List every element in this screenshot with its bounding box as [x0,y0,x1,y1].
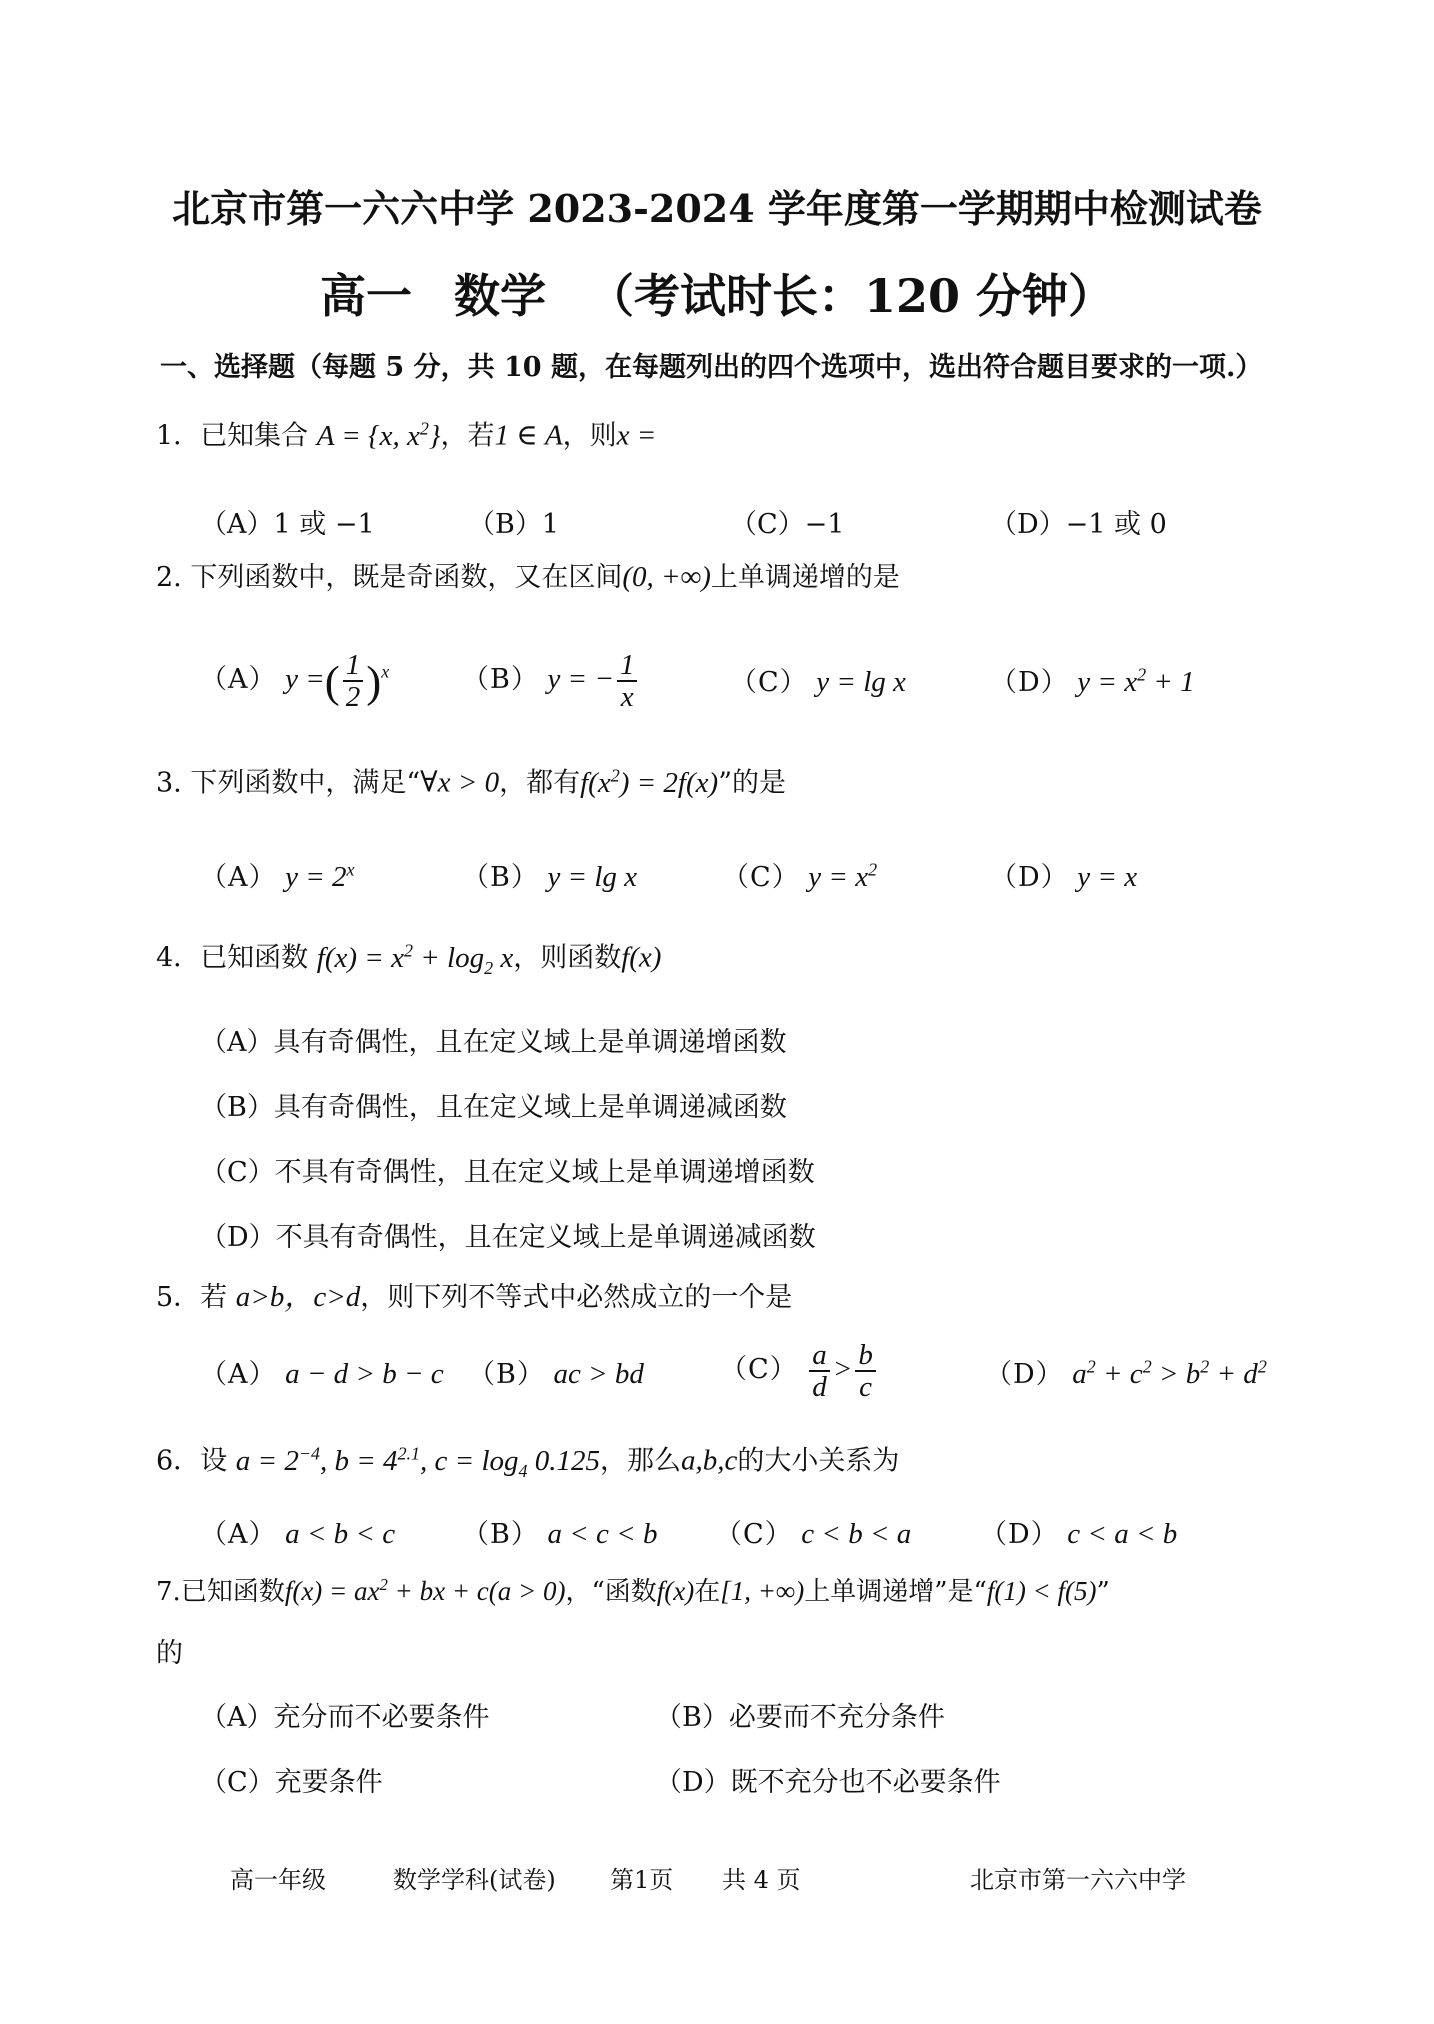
q1-option-b[interactable]: （B）1 [468,509,560,540]
question-2: 2. 下列函数中，既是奇函数，又在区间(0, +∞)上单调递增的是 [156,561,900,593]
q3-option-b[interactable]: （B） y = lg x [462,861,638,893]
q4-option-d[interactable]: （D）不具有奇偶性，且在定义域上是单调递减函数 [200,1222,816,1253]
duration-label: （考试时长：120 分钟） [587,269,1115,323]
footer-page: 第1页 [610,1866,674,1894]
q7-option-b[interactable]: （B）必要而不充分条件 [655,1702,945,1733]
q6-option-d[interactable]: （D） c < a < b [980,1518,1178,1550]
q6-option-b[interactable]: （B） a < c < b [462,1518,658,1550]
section-one-title: 一、选择题（每题 5 分，共 10 题，在每题列出的四个选项中，选出符合题目要求的一项.） [160,352,1263,383]
question-6: 6．设 $a = 2^{-4}$, $b = 4^{2.1}$, $c = \log_4 0.125$，那么a,b,c的大小关系为 [156,1443,900,1481]
exam-subtitle [0,260,1434,326]
q1-option-d[interactable]: （D）−1 或 0 [990,509,1167,540]
q2-option-d[interactable]: （D） $y = x^2 + 1$ [990,664,1195,698]
grade-label: 高一 [319,269,412,323]
footer-grade: 高一年级 [230,1866,326,1894]
question-3: 3. 下列函数中，满足“∀x > 0，都有$f(x^2) = 2f(x)$”的是 [156,765,786,799]
exam-title: 北京市第一六六中学 2023-2024 学年度第一学期期中检测试卷 [172,186,1262,231]
q6-option-a[interactable]: （A） a < b < c [200,1518,396,1550]
question-7-cont: 的 [156,1638,183,1669]
q5-option-d[interactable]: （D） $a^2 + c^2 > b^2 + d^2$ [985,1356,1267,1390]
footer-total-pages: 共 4 页 [722,1866,801,1894]
q3-option-a[interactable]: （A） $y = 2^x$ [200,859,355,893]
question-7: 7.已知函数$f(x) = ax^2$ + bx + c(a > 0)，“函数f(x)在[1, +∞)上单调递增”是“f(1) < f(5)” [156,1575,1110,1607]
q4-option-a[interactable]: （A）具有奇偶性，且在定义域上是单调递增函数 [200,1027,787,1058]
q1-option-a[interactable]: （A）1 或 −1 [200,509,375,540]
q3-option-c[interactable]: （C） $y = x^2$ [722,859,878,893]
question-5: 5．若 a>b，c>d，则下列不等式中必然成立的一个是 [156,1281,793,1313]
q5-option-c[interactable]: （C） $\frac{a}{d}$ > $\frac{b}{c}$ [720,1340,879,1403]
q5-option-b[interactable]: （B） ac > bd [468,1358,644,1390]
q7-option-a[interactable]: （A）充分而不必要条件 [200,1702,490,1733]
q4-option-b[interactable]: （B）具有奇偶性，且在定义域上是单调递减函数 [200,1092,787,1123]
q7-option-c[interactable]: （C）充要条件 [200,1767,383,1798]
question-4: 4．已知函数 $f(x) = x^2 + \log_2 x$，则函数f(x) [156,940,662,978]
q5-option-a[interactable]: （A） a − d > b − c [200,1358,444,1390]
q1-option-c[interactable]: （C）−1 [730,509,845,540]
q6-option-c[interactable]: （C） c < b < a [715,1518,912,1550]
q2-option-b[interactable]: （B） y = − $\frac{1}{x}$ [462,650,640,713]
q4-option-c[interactable]: （C）不具有奇偶性，且在定义域上是单调递增函数 [200,1157,815,1188]
q2-option-a[interactable]: （A） y =( $\frac{1}{2}$ )$^x$ [200,649,390,714]
q2-option-c[interactable]: （C） y = lg x [730,666,906,698]
question-1: 1．已知集合 A = {x, $x^2$}，若1 ∈ A，则x = [156,418,657,452]
q7-option-d[interactable]: （D）既不充分也不必要条件 [655,1767,1001,1798]
footer-school: 北京市第一六六中学 [970,1866,1186,1894]
footer-subject: 数学学科(试卷) [393,1866,556,1894]
set-a-expression: A = {x, $x^2$} [316,418,441,452]
subject-label: 数学 [453,269,546,323]
q3-option-d[interactable]: （D） y = x [990,861,1138,893]
